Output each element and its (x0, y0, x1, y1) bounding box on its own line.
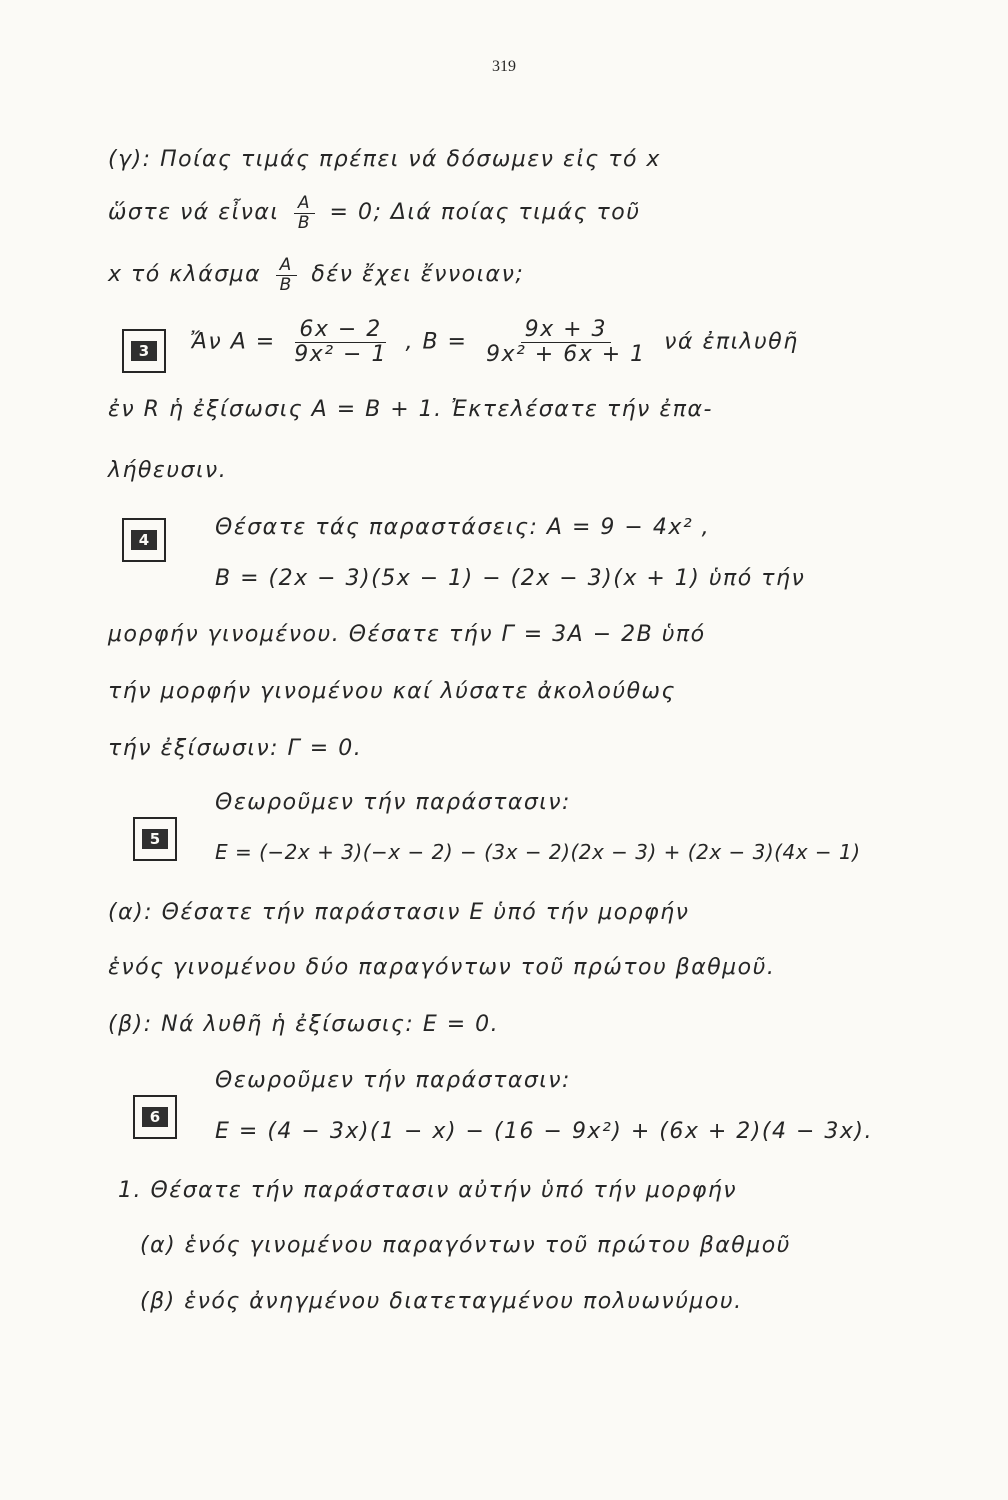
text-line: (β) ἑνός ἀνηγμένου διατεταγμένου πολυωνύμου. (140, 1289, 743, 1314)
text-line: (α): Θέσατε τήν παράστασιν E ὑπό τήν μορφήν (108, 900, 690, 925)
text-line: (γ): Ποίας τιμάς πρέπει νά δόσωμεν εἰς τό x (108, 147, 661, 172)
text-span: νά ἐπιλυθῆ (664, 329, 799, 355)
fraction-denominator: B (279, 274, 293, 295)
fraction (276, 256, 297, 294)
exercise-number: 4 (131, 530, 157, 550)
text-line (108, 194, 640, 232)
text-line: Θεωροῦμεν τήν παράστασιν: (215, 1068, 571, 1093)
text-span: ὥστε νά εἶναι (108, 200, 280, 226)
page-number: 319 (492, 58, 516, 75)
text-span: = 0; Διά ποίας τιμάς τοῦ (329, 200, 641, 226)
exercise-number-box (133, 817, 177, 861)
text-line: E = (4 − 3x)(1 − x) − (16 − 9x²) + (6x + 2)(4 − 3x). (215, 1119, 873, 1144)
exercise-number-box (122, 518, 166, 562)
text-span: , B = (405, 329, 468, 355)
text-line: ἐν R ἡ ἐξίσωσις A = B + 1. Ἐκτελέσατε τήν ἐπα- (108, 397, 713, 422)
fraction-denominator: B (297, 212, 312, 233)
exercise-number: 5 (142, 829, 168, 849)
fraction-numerator: 6x − 2 (295, 318, 385, 343)
text-line: λήθευσιν. (108, 458, 228, 483)
exercise-number-box (133, 1095, 177, 1139)
text-span: δέν ἔχει ἔννοιαν; (311, 262, 525, 288)
fraction (294, 194, 315, 232)
text-line: E = (−2x + 3)(−x − 2) − (3x − 2)(2x − 3) + (2x − 3)(4x − 1) (215, 840, 861, 864)
exercise-number-box (122, 329, 166, 373)
text-line: Θέσατε τάς παραστάσεις: A = 9 − 4x² , (215, 515, 711, 540)
fraction-denominator: 9x² − 1 (294, 342, 387, 368)
fraction (482, 318, 650, 367)
fraction-numerator: 9x + 3 (521, 318, 611, 343)
fraction-numerator: A (294, 194, 315, 214)
text-span: Ἄν A = (190, 329, 276, 355)
text-line (190, 318, 799, 367)
fraction (290, 318, 391, 367)
text-span: x τό κλάσμα (108, 262, 262, 288)
text-line: Θεωροῦμεν τήν παράστασιν: (215, 790, 571, 815)
text-line: B = (2x − 3)(5x − 1) − (2x − 3)(x + 1) ὑπό τήν (215, 566, 806, 591)
fraction-denominator: 9x² + 6x + 1 (485, 342, 646, 368)
text-line (108, 256, 524, 294)
text-line: (β): Νά λυθῆ ἡ ἐξίσωσις: E = 0. (108, 1012, 500, 1037)
fraction-numerator: A (276, 256, 297, 276)
text-line: ἑνός γινομένου δύο παραγόντων τοῦ πρώτου βαθμοῦ. (108, 955, 776, 980)
text-line: 1. Θέσατε τήν παράστασιν αὐτήν ὑπό τήν μορφήν (118, 1178, 738, 1203)
text-line: (α) ἑνός γινομένου παραγόντων τοῦ πρώτου βαθμοῦ (140, 1233, 791, 1258)
exercise-number: 6 (142, 1107, 168, 1127)
exercise-number: 3 (131, 341, 157, 361)
text-line: τήν ἐξίσωσιν: Γ = 0. (108, 736, 363, 761)
text-line: μορφήν γινομένου. Θέσατε τήν Γ = 3A − 2B ὑπό (108, 622, 706, 647)
text-line: τήν μορφήν γινομένου καί λύσατε ἀκολούθως (108, 679, 676, 704)
